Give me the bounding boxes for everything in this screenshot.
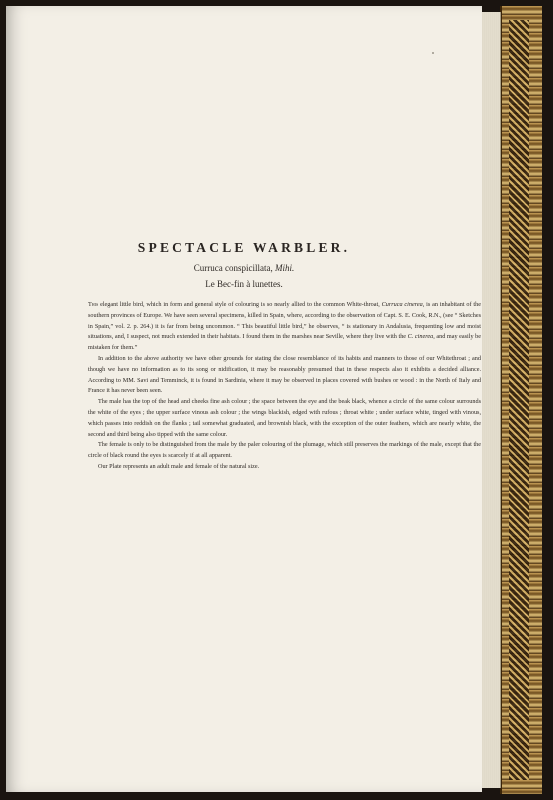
species-italic-b: C. cinerea <box>407 333 434 341</box>
paragraph-3: The male has the top of the head and cheeks fine ash colour ; the space between the eye and the beak black, whence a circle of the same colour surrounds the white of the eyes ; the upper surface vinous ash colour ; the wings blackish, edged with rufous ; throat white ; under surface white, tinged with vinous, which passes into reddish on the flanks ; tail somewhat graduated, and brownish black, with the exception of the outer feathers, which are nearly white, the second and third being also tipped with the same colour. <box>88 398 481 438</box>
page-title: SPECTACLE WARBLER. <box>137 240 351 255</box>
paper-speck <box>432 52 434 54</box>
paragraph-1-text-a: elegant little bird, which in form and general style of colouring is so nearly allied to the common White-throat, <box>98 301 382 308</box>
latin-name-line <box>6 263 482 273</box>
paragraph-2: In addition to the above authority we have other grounds for stating the close resemblance of its habits and manners to those of our Whitethroat ; and though we have no information as to its song or nidification, it may be reasonably presumed that in these respects also it exhibits a decided alliance. According to MM. Savi and Temminck, it is found in Sardinia, where it may be observed in places covered with bushes or wood : in the North of Italy and France it has never been seen. <box>88 354 481 395</box>
drop-word: This <box>88 301 99 308</box>
paragraph-1-text-b: , is an inhabitant of the southern provinces of Europe. We have seen several specimens, killed in Spain, where, according to the observation of Capt. S. E. Cook, R.N., (see “ Sketches in Spain,” vol. 2. p. 264.) it is far from being uncommon. “ This beautiful little bird,” he observes, “ is stationary in Andalusia, frequenting low and moist situations, and, I suspect, not much extended in their habitats. I found them in the marshes near Seville, where they live with the <box>88 301 481 341</box>
book-page <box>6 6 482 792</box>
ornamental-border <box>509 20 529 780</box>
paragraph-1-text-c: , and may easily be mistaken for them.” <box>88 333 482 352</box>
paragraph-5: Our Plate represents an adult male and female of the natural size. <box>98 462 260 470</box>
article-body <box>88 300 481 473</box>
paragraph-1 <box>88 300 481 354</box>
latin-author: Mihi. <box>274 263 295 273</box>
species-italic-a: Curruca cinerea <box>381 301 423 308</box>
french-name: Le Bec-fin à lunettes. <box>205 279 283 289</box>
latin-name: Curruca conspicillata, <box>193 263 273 273</box>
paragraph-4: The female is only to be distinguished from the male by the paler colouring of the plumage, which still preserves the markings of the male, except that the circle of black round the eyes is scarcely if at all apparent. <box>88 441 481 460</box>
